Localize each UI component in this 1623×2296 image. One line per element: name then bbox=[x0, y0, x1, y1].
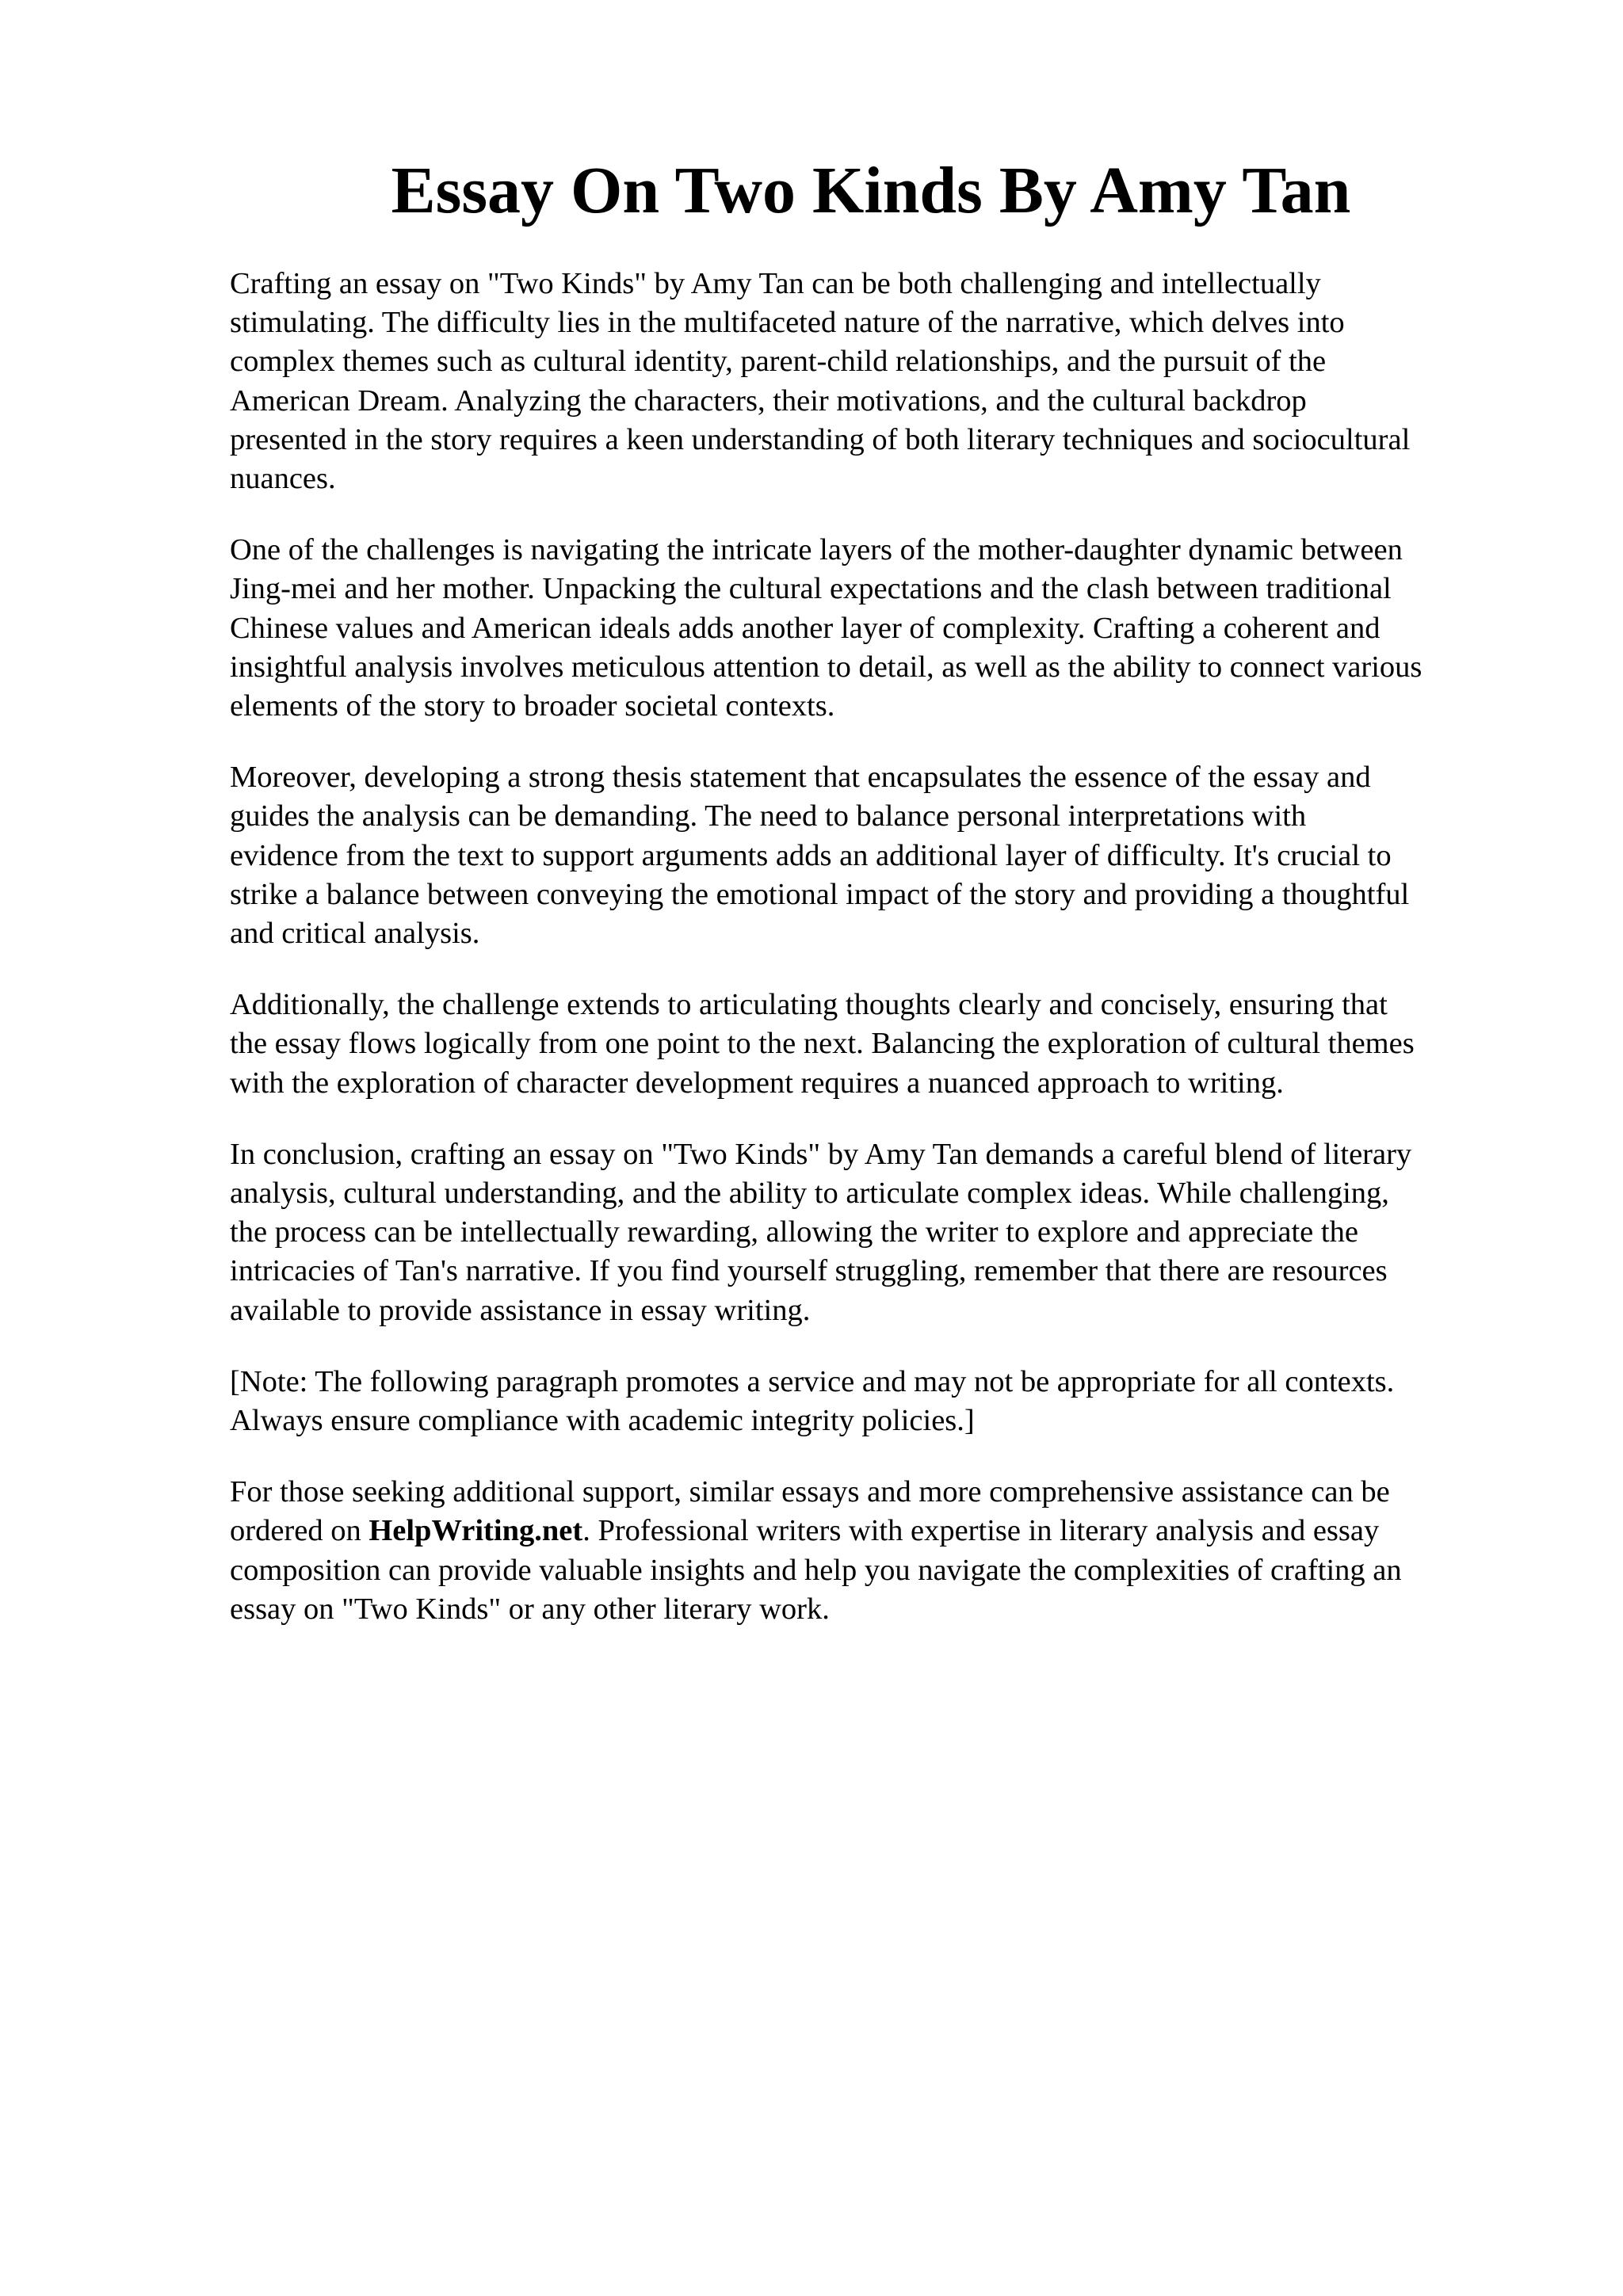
paragraph-note bbox=[230, 1363, 1529, 1440]
text-line: American Dream. Analyzing the characters, their motivations, and the cultural backdrop bbox=[230, 383, 1307, 418]
text-line: One of the challenges is navigating the intricate layers of the mother-daughter dynamic between bbox=[230, 533, 1403, 567]
text-line: composition can provide valuable insights and help you navigate the complexities of crafting an bbox=[230, 1553, 1402, 1587]
text-line: the essay flows logically from one point to the next. Balancing the exploration of cultural themes bbox=[230, 1027, 1415, 1061]
text-line: Additionally, the challenge extends to articulating thoughts clearly and concisely, ensuring that bbox=[230, 988, 1388, 1022]
text-line: insightful analysis involves meticulous attention to detail, as well as the ability to connect various bbox=[230, 650, 1423, 684]
text-line: the process can be intellectually rewarding, allowing the writer to explore and appreciate the bbox=[230, 1215, 1358, 1249]
text-line: intricacies of Tan's narrative. If you find yourself struggling, remember that there are resources bbox=[230, 1254, 1388, 1288]
document-body bbox=[230, 265, 1529, 1661]
paragraph-5 bbox=[230, 1135, 1529, 1330]
document-title: Essay On Two Kinds By Amy Tan bbox=[391, 154, 1351, 227]
text-line: Always ensure compliance with academic integrity policies.] bbox=[230, 1404, 975, 1438]
text-line: presented in the story requires a keen understanding of both literary techniques and sociocultural bbox=[230, 422, 1411, 456]
text-line: guides the analysis can be demanding. The need to balance personal interpretations with bbox=[230, 799, 1307, 833]
text-line: stimulating. The difficulty lies in the multifaceted nature of the narrative, which delves into bbox=[230, 306, 1345, 340]
text-line-with-brand bbox=[230, 1512, 1529, 1550]
text-line: In conclusion, crafting an essay on "Two Kinds" by Amy Tan demands a careful blend of literary bbox=[230, 1137, 1412, 1171]
text-line: Crafting an essay on "Two Kinds" by Amy Tan can be both challenging and intellectually bbox=[230, 267, 1321, 300]
brand-name: HelpWriting.net bbox=[369, 1514, 583, 1548]
text-line: Chinese values and American ideals adds another layer of complexity. Crafting a coherent and bbox=[230, 611, 1381, 645]
paragraph-3 bbox=[230, 758, 1529, 953]
paragraph-1 bbox=[230, 265, 1529, 498]
text-line: nuances. bbox=[230, 462, 336, 496]
text-line: complex themes such as cultural identity, parent-child relationships, and the pursuit of the bbox=[230, 345, 1327, 379]
text-line: essay on "Two Kinds" or any other literary work. bbox=[230, 1592, 830, 1626]
paragraph-2 bbox=[230, 531, 1529, 726]
text-line: [Note: The following paragraph promotes a service and may not be appropriate for all contexts. bbox=[230, 1364, 1395, 1398]
text-line: with the exploration of character development requires a nuanced approach to writing. bbox=[230, 1066, 1284, 1100]
text-line: available to provide assistance in essay writing. bbox=[230, 1293, 811, 1327]
paragraph-final bbox=[230, 1473, 1529, 1629]
text-line: Jing-mei and her mother. Unpacking the cultural expectations and the clash between traditional bbox=[230, 572, 1392, 606]
text-fragment: ordered on bbox=[230, 1514, 369, 1548]
text-line: analysis, cultural understanding, and the ability to articulate complex ideas. While challenging, bbox=[230, 1177, 1389, 1211]
text-line: Moreover, developing a strong thesis statement that encapsulates the essence of the essay and bbox=[230, 761, 1371, 795]
paragraph-4 bbox=[230, 986, 1529, 1103]
text-line: strike a balance between conveying the emotional impact of the story and providing a thoughtful bbox=[230, 877, 1410, 911]
text-line: and critical analysis. bbox=[230, 917, 480, 951]
text-fragment: . Professional writers with expertise in literary analysis and essay bbox=[582, 1514, 1380, 1548]
text-line: For those seeking additional support, similar essays and more comprehensive assistance can be bbox=[230, 1475, 1390, 1509]
text-line: elements of the story to broader societal contexts. bbox=[230, 689, 835, 723]
text-line: evidence from the text to support arguments adds an additional layer of difficulty. It's crucial to bbox=[230, 838, 1392, 872]
